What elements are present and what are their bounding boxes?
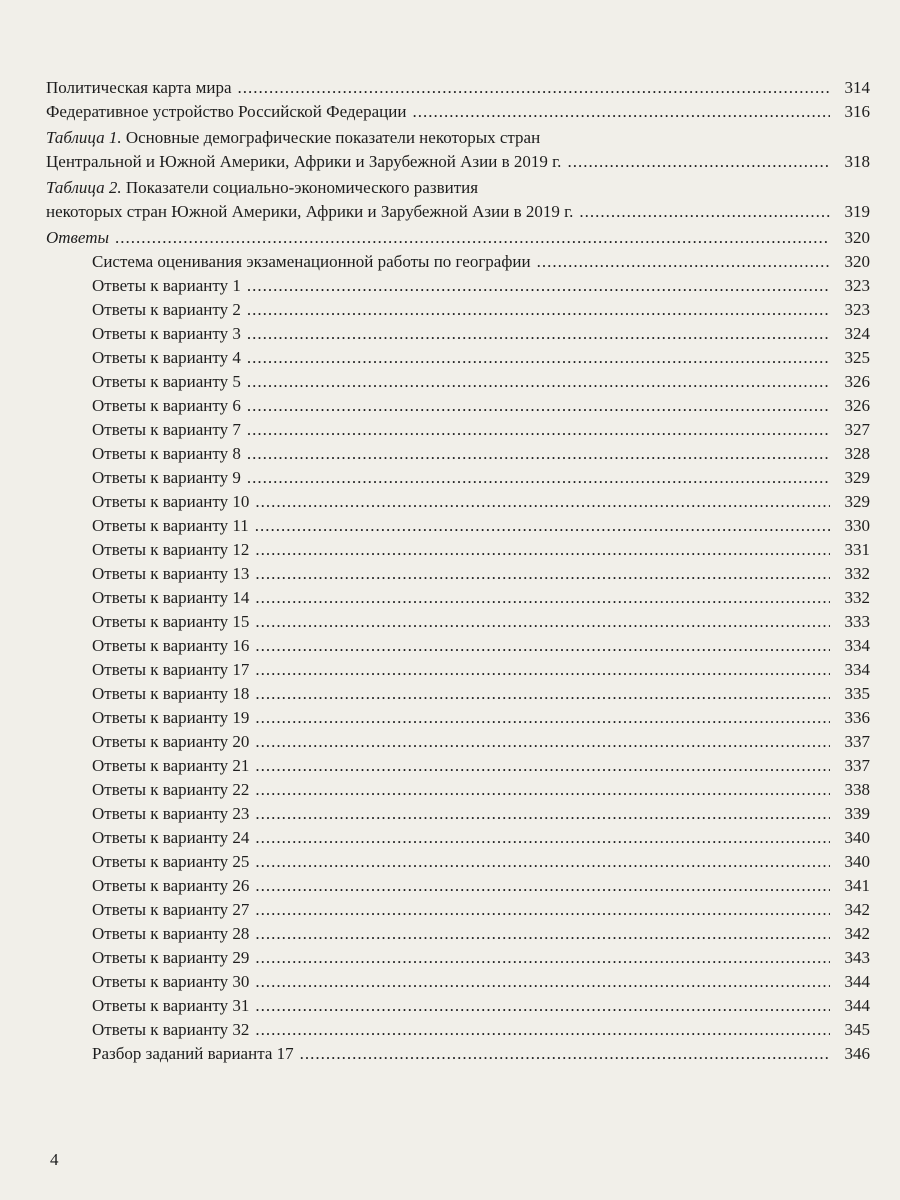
toc-entry-answer[interactable] (46, 490, 870, 514)
toc-entry-page: 330 (844, 516, 870, 535)
toc-entry-title: Система оценивания экзаменационной работы по географии (92, 252, 531, 271)
toc-entry-title: Ответы к варианту 10 (92, 492, 250, 511)
dot-leader (300, 1042, 830, 1066)
dot-leader (255, 490, 830, 514)
toc-entry-title: Ответы к варианту 12 (92, 540, 250, 559)
toc-entry-title: Ответы к варианту 14 (92, 588, 250, 607)
dot-leader (247, 298, 830, 322)
dot-leader (255, 682, 830, 706)
toc-entry-title: Ответы к варианту 31 (92, 996, 250, 1015)
toc-entry-answer[interactable] (46, 682, 870, 706)
toc-entry-answer[interactable] (46, 1042, 870, 1066)
toc-entry-answer[interactable] (46, 874, 870, 898)
toc-entry-page: 344 (844, 972, 870, 991)
dot-leader (247, 322, 830, 346)
toc-entry-title: Ответы к варианту 17 (92, 660, 250, 679)
dot-leader (247, 442, 830, 466)
toc-entry-page: 331 (844, 540, 870, 559)
toc-entry-answer[interactable] (46, 1018, 870, 1042)
dot-leader (255, 970, 830, 994)
toc-entry-answer[interactable] (46, 922, 870, 946)
toc-entry-page: 328 (844, 444, 870, 463)
page-number: 4 (50, 1150, 59, 1169)
toc-entry-answer[interactable] (46, 610, 870, 634)
toc-entry-title: Ответы к варианту 29 (92, 948, 250, 967)
dot-leader (255, 874, 830, 898)
toc-entry-answer[interactable] (46, 634, 870, 658)
toc-entry-title: Ответы к варианту 4 (92, 348, 241, 367)
table-title-line2: Центральной и Южной Америки, Африки и Зарубежной Азии в 2019 г. (46, 152, 562, 171)
toc-entry-page: 326 (844, 372, 870, 391)
table-title-line1: Показатели социально-экономического развития (125, 178, 479, 197)
dot-leader (247, 274, 830, 298)
dot-leader (255, 754, 830, 778)
toc-entry-answer[interactable] (46, 274, 870, 298)
toc-entry-title: Ответы к варианту 5 (92, 372, 241, 391)
dot-leader (255, 658, 830, 682)
toc-entry-page: 335 (844, 684, 870, 703)
dot-leader (247, 346, 830, 370)
toc-entry-answer[interactable] (46, 658, 870, 682)
toc-entry-answer[interactable] (46, 994, 870, 1018)
dot-leader (255, 922, 830, 946)
dot-leader (238, 76, 831, 100)
toc-entry-answer[interactable] (46, 250, 870, 274)
toc-entry-answer[interactable] (46, 898, 870, 922)
dot-leader (255, 826, 830, 850)
toc-entry-title: Федеративное устройство Российской Федерации (46, 102, 407, 121)
toc-entry-answers[interactable] (46, 226, 870, 250)
toc-entry-table-1[interactable] (46, 126, 870, 174)
toc-entry-title: Ответы (46, 228, 110, 247)
dot-leader (255, 778, 830, 802)
toc-entry-page: 314 (844, 78, 870, 97)
toc-entry-page: 339 (844, 804, 870, 823)
toc-entry-answer[interactable] (46, 706, 870, 730)
dot-leader (255, 946, 830, 970)
toc-entry-table-2[interactable] (46, 176, 870, 224)
toc-entry-answer[interactable] (46, 754, 870, 778)
toc-entry-page: 343 (844, 948, 870, 967)
toc-entry-answer[interactable] (46, 466, 870, 490)
dot-leader (255, 586, 830, 610)
toc-entry-answer[interactable] (46, 826, 870, 850)
dot-leader (412, 100, 830, 124)
toc-entry-page: 316 (844, 102, 870, 121)
toc-entry-page: 333 (844, 612, 870, 631)
dot-leader (247, 370, 830, 394)
dot-leader (537, 250, 830, 274)
dot-leader (255, 514, 830, 538)
toc-entry-page: 324 (844, 324, 870, 343)
toc-entry-answer[interactable] (46, 298, 870, 322)
toc-entry-page: 344 (844, 996, 870, 1015)
toc-entry-page: 332 (844, 564, 870, 583)
toc-entry-answer[interactable] (46, 946, 870, 970)
toc-entry-page: 323 (844, 300, 870, 319)
toc-entry-answer[interactable] (46, 778, 870, 802)
dot-leader (255, 610, 830, 634)
toc-entry-page: 346 (844, 1044, 870, 1063)
toc-entry-title: Ответы к варианту 1 (92, 276, 241, 295)
toc-entry-title: Ответы к варианту 18 (92, 684, 250, 703)
toc-entry-page: 337 (844, 756, 870, 775)
toc-entry-page: 336 (844, 708, 870, 727)
toc-entry-title: Ответы к варианту 32 (92, 1020, 250, 1039)
toc-entry-answer[interactable] (46, 730, 870, 754)
toc-entry-title: Ответы к варианту 25 (92, 852, 250, 871)
toc-entry-page: 329 (844, 492, 870, 511)
toc-entry-page: 341 (844, 876, 870, 895)
toc-entry-political-map[interactable] (46, 76, 870, 100)
toc-entry-answer[interactable] (46, 970, 870, 994)
dot-leader (567, 150, 830, 174)
toc-entry-title: Ответы к варианту 20 (92, 732, 250, 751)
dot-leader (579, 200, 830, 224)
dot-leader (255, 706, 830, 730)
toc-entry-page: 327 (844, 420, 870, 439)
toc-entry-answer[interactable] (46, 538, 870, 562)
toc-entry-title: Ответы к варианту 16 (92, 636, 250, 655)
toc-entry-page: 342 (844, 924, 870, 943)
dot-leader (247, 418, 830, 442)
toc-entry-page: 318 (844, 152, 870, 171)
dot-leader (247, 394, 830, 418)
toc-entry-title: Ответы к варианту 28 (92, 924, 250, 943)
toc-entry-answer[interactable] (46, 322, 870, 346)
answers-list (46, 250, 870, 1066)
toc-entry-answer[interactable] (46, 442, 870, 466)
toc-entry-page: 334 (844, 660, 870, 679)
toc-entry-page: 345 (844, 1020, 870, 1039)
toc-entry-page: 342 (844, 900, 870, 919)
toc-entry-title: Ответы к варианту 11 (92, 516, 249, 535)
toc-entry-title: Ответы к варианту 30 (92, 972, 250, 991)
dot-leader (255, 634, 830, 658)
dot-leader (255, 802, 830, 826)
toc-entry-page: 334 (844, 636, 870, 655)
toc-entry-title: Ответы к варианту 6 (92, 396, 241, 415)
toc-entry-answer[interactable] (46, 802, 870, 826)
toc-entry-page: 332 (844, 588, 870, 607)
toc-entry-answer[interactable] (46, 418, 870, 442)
table-label: Таблица 2. (46, 178, 122, 197)
dot-leader (115, 226, 830, 250)
toc-entry-page: 338 (844, 780, 870, 799)
dot-leader (255, 538, 830, 562)
table-title-line1: Основные демографические показатели некоторых стран (125, 128, 541, 147)
toc-entry-page: 337 (844, 732, 870, 751)
toc-entry-title: Ответы к варианту 8 (92, 444, 241, 463)
toc-entry-title: Ответы к варианту 2 (92, 300, 241, 319)
table-label: Таблица 1. (46, 128, 122, 147)
toc-entry-title: Ответы к варианту 26 (92, 876, 250, 895)
toc-entry-answer[interactable] (46, 514, 870, 538)
toc-entry-page: 320 (844, 252, 870, 271)
toc-entry-answer[interactable] (46, 346, 870, 370)
toc-entry-federal-structure[interactable] (46, 100, 870, 124)
toc-entry-page: 320 (844, 228, 870, 247)
toc-entry-title: Ответы к варианту 3 (92, 324, 241, 343)
toc-entry-answer[interactable] (46, 370, 870, 394)
toc-entry-title: Ответы к варианту 13 (92, 564, 250, 583)
dot-leader (255, 562, 830, 586)
toc-entry-title: Ответы к варианту 21 (92, 756, 250, 775)
table-title-line2: некоторых стран Южной Америки, Африки и Зарубежной Азии в 2019 г. (46, 202, 574, 221)
toc-entry-answer[interactable] (46, 586, 870, 610)
toc-entry-page: 340 (844, 828, 870, 847)
dot-leader (255, 1018, 830, 1042)
toc-entry-title: Ответы к варианту 7 (92, 420, 241, 439)
dot-leader (255, 730, 830, 754)
dot-leader (255, 898, 830, 922)
dot-leader (255, 994, 830, 1018)
dot-leader (255, 850, 830, 874)
toc-entry-title: Ответы к варианту 9 (92, 468, 241, 487)
toc-entry-page: 326 (844, 396, 870, 415)
toc-entry-title: Ответы к варианту 23 (92, 804, 250, 823)
toc-entry-page: 325 (844, 348, 870, 367)
toc-entry-title: Ответы к варианту 24 (92, 828, 250, 847)
toc-entry-answer[interactable] (46, 394, 870, 418)
toc-entry-answer[interactable] (46, 562, 870, 586)
toc-entry-title: Ответы к варианту 27 (92, 900, 250, 919)
toc-entry-page: 329 (844, 468, 870, 487)
toc-entry-page: 319 (844, 202, 870, 221)
toc-entry-title: Ответы к варианту 19 (92, 708, 250, 727)
toc-entry-title: Разбор заданий варианта 17 (92, 1044, 294, 1063)
toc-entry-title: Ответы к варианту 15 (92, 612, 250, 631)
toc-entry-title: Ответы к варианту 22 (92, 780, 250, 799)
table-of-contents (46, 76, 870, 1066)
toc-entry-answer[interactable] (46, 850, 870, 874)
toc-entry-title: Политическая карта мира (46, 78, 232, 97)
dot-leader (247, 466, 830, 490)
toc-entry-page: 340 (844, 852, 870, 871)
toc-entry-page: 323 (844, 276, 870, 295)
